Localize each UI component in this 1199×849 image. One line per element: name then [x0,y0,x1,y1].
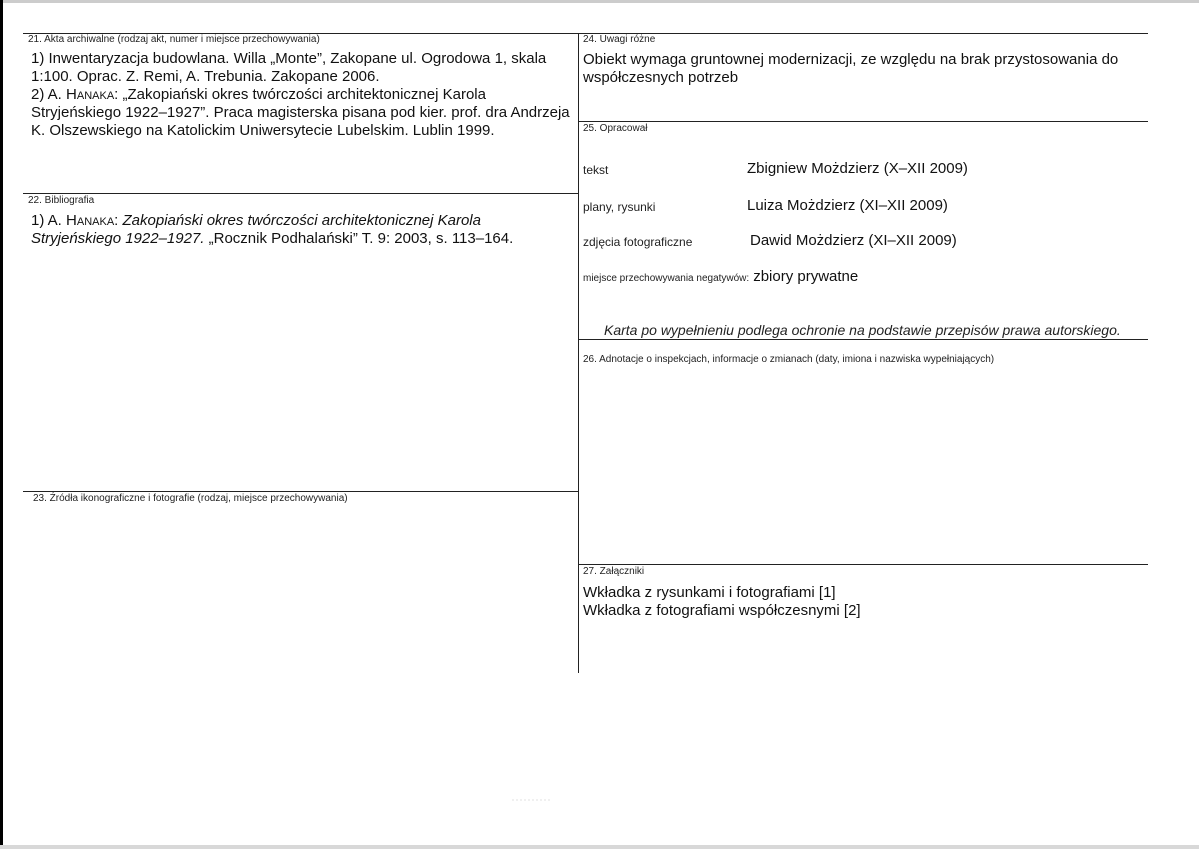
bibliography-item-1-colon: : [114,212,123,229]
author-row-label: plany, rysunki [583,200,656,214]
section-23-label: 23. Źródła ikonograficzne i fotografie (rodzaj, miejsce przechowywania) [33,493,348,504]
negatives-location [583,268,858,286]
scan-left-edge [0,0,3,849]
column-divider [578,33,579,673]
bibliography-item-1-title: Zakopiański okres twórczości architektonicznej Karola Stryjeńskiego 1922–1927. [31,212,481,247]
scan-bottom-edge [0,845,1199,849]
rule-22 [23,193,578,194]
section-21-label: 21. Akta archiwalne (rodzaj akt, numer i miejsce przechowywania) [28,34,320,45]
section-21-content [31,50,571,140]
attachments-list [583,584,1138,620]
author-row-value: Dawid Możdzierz (XI–XII 2009) [750,232,957,249]
rule-27 [578,564,1148,565]
author-row-text [583,160,1143,180]
author-row-photos [583,232,1143,252]
remarks-text: Obiekt wymaga gruntownej modernizacji, ze względu na brak przystosowania do współczesnych potrzeb [583,51,1119,86]
author-row-value: Luiza Możdzierz (XI–XII 2009) [747,197,948,214]
section-27-label: 27. Załączniki [583,566,645,577]
attachment-item: Wkładka z rysunkami i fotografiami [1] [583,584,836,601]
section-22-content [31,212,571,248]
rule-23 [23,491,578,492]
bibliography-item-1-prefix: 1) A. [31,212,67,229]
archive-item-2-author: Hanaka [66,86,115,103]
author-row-label: zdjęcia fotograficzne [583,235,693,249]
author-row-drawings [583,197,1143,217]
author-row-value: Zbigniew Możdzierz (X–XII 2009) [747,160,968,177]
attachment-item: Wkładka z fotografiami współczesnymi [2] [583,602,861,619]
section-24-label: 24. Uwagi różne [583,34,656,45]
section-22-label: 22. Bibliografia [28,195,95,206]
bibliography-item-1-author: Hanaka [66,212,115,229]
negatives-value: zbiory prywatne [753,268,859,285]
archive-item-2-rest: : „Zakopiański okres twórczości architektonicznej Karola Stryjeńskiego 1922–1927”. Praca magisterska pisana pod kier. prof. dra Andrzeja K. Olszewskiego na Katolickim Uniwersytecie Lubelskim. Lublin 1999. [31,86,570,139]
author-row-label: tekst [583,163,609,177]
archive-item-2-prefix: 2) A. [31,86,67,103]
bibliography-item-1 [31,212,571,248]
copyright-notice: Karta po wypełnieniu podlega ochronie na podstawie przepisów prawa autorskiego. [604,322,1121,338]
archive-item-1: 1) Inwentaryzacja budowlana. Willa „Monte”, Zakopane ul. Ogrodowa 1, skala 1:100. Oprac. Z. Remi, A. Trebunia. Zakopane 2006. [31,50,547,85]
scan-top-edge [0,0,1199,3]
scan-smudge [512,797,552,803]
rule-25 [578,121,1148,122]
bibliography-item-1-rest: „Rocznik Podhalański” T. 9: 2003, s. 113–164. [204,230,514,247]
section-26-label: 26. Adnotacje o inspekcjach, informacje o zmianach (daty, imiona i nazwiska wypełniających) [583,354,995,365]
section-25-label: 25. Opracował [583,123,648,134]
negatives-label: miejsce przechowywania negatywów: [583,273,750,284]
archive-item-2 [31,86,571,140]
rule-26 [578,339,1148,340]
